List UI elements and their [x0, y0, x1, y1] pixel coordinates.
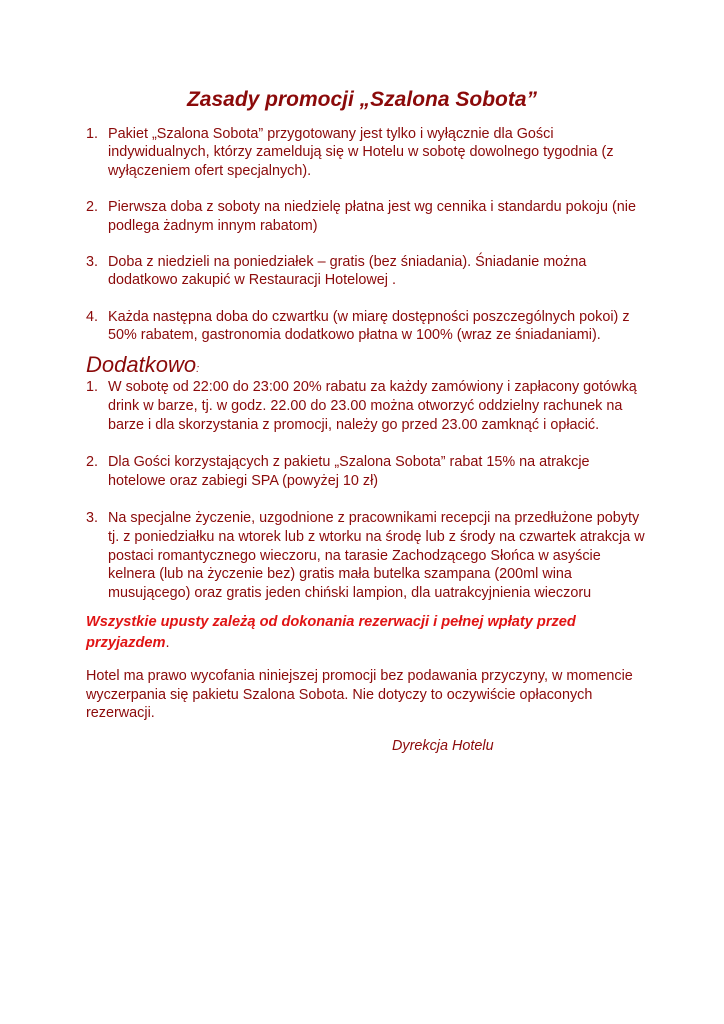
- list-item-number: 1.: [86, 126, 99, 142]
- list-item-number: 4.: [86, 308, 99, 325]
- list-item-text: Doba z niedzieli na poniedziałek – gratis (bez śniadania). Śniadanie można dodatkowo zakupić w Restauracji Hotelowej .: [108, 254, 587, 289]
- extras-list: [86, 378, 646, 621]
- rules-list: [86, 125, 646, 363]
- list-item-text: Na specjalne życzenie, uzgodnione z pracownikami recepcji na przedłużone pobyty tj. z poniedziałku na wtorek lub z wtorku na środę lub z środy na czwartek atrakcja w postaci romantycznego wieczoru, na tarasie Zachodzącego Słońca w asyście kelnera (lub na życzenie bez) gratis mała butelka szampana (200ml wina musującego) oraz gratis jeden chiński lampion, dla uatrakcyjnienia wieczoru: [108, 509, 645, 602]
- payment-notice-text: Wszystkie upusty zależą od dokonania rezerwacji i pełnej wpłaty przed przyjazdem: [86, 614, 576, 651]
- page-title: Zasady promocji „Szalona Sobota”: [186, 88, 538, 111]
- payment-notice: [86, 612, 646, 654]
- list-item: [86, 509, 646, 603]
- list-item-text: W sobotę od 22:00 do 23:00 20% rabatu za każdy zamówiony i zapłacony gotówką drink w barze, tj. w godz. 22.00 do 23.00 można otworzyć oddzielny rachunek na barze i dla skorzystania z promocji, należy go przed 23.00 zamknąć i opłacić.: [108, 379, 637, 433]
- list-item-number: 3.: [86, 509, 99, 526]
- list-item: [86, 308, 646, 345]
- withdrawal-clause: Hotel ma prawo wycofania niniejszej promocji bez podawania przyczyny, w momencie wyczerpania się pakietu Szalona Sobota. Nie dotyczy to oczywiście opłaconych rezerwacji.: [86, 668, 633, 722]
- list-item: [86, 378, 646, 434]
- list-item-number: 2.: [86, 199, 99, 216]
- list-item-text: Pierwsza doba z soboty na niedzielę płatna jest wg cennika i standardu pokoju (nie podlega żadnym innym rabatom): [108, 199, 636, 234]
- list-item-number: 2.: [86, 453, 99, 470]
- list-item-text: Pakiet „Szalona Sobota” przygotowany jest tylko i wyłącznie dla Gości indywidualnych, którzy zameldują się w Hotelu w sobotę dowolnego tygodnia (z wyłączeniem ofert specjalnych).: [108, 126, 614, 179]
- payment-notice-period: .: [165, 635, 170, 651]
- extras-heading-text: Dodatkowo: [86, 352, 197, 377]
- list-item: [86, 125, 646, 180]
- list-item-number: 1.: [86, 379, 99, 395]
- list-item: [86, 453, 646, 491]
- list-item-text: Dla Gości korzystających z pakietu „Szalona Sobota” rabat 15% na atrakcje hotelowe oraz zabiegi SPA (powyżej 10 zł): [108, 453, 590, 489]
- extras-heading-colon: :: [196, 363, 200, 375]
- signature: Dyrekcja Hotelu: [392, 738, 494, 754]
- list-item: [86, 198, 646, 235]
- list-item-number: 3.: [86, 254, 99, 271]
- list-item: [86, 253, 646, 290]
- list-item-text: Każda następna doba do czwartku (w miarę dostępności poszczególnych pokoi) z 50% rabatem, gastronomia dodatkowo płatna w 100% (wraz ze śniadaniami).: [108, 308, 630, 344]
